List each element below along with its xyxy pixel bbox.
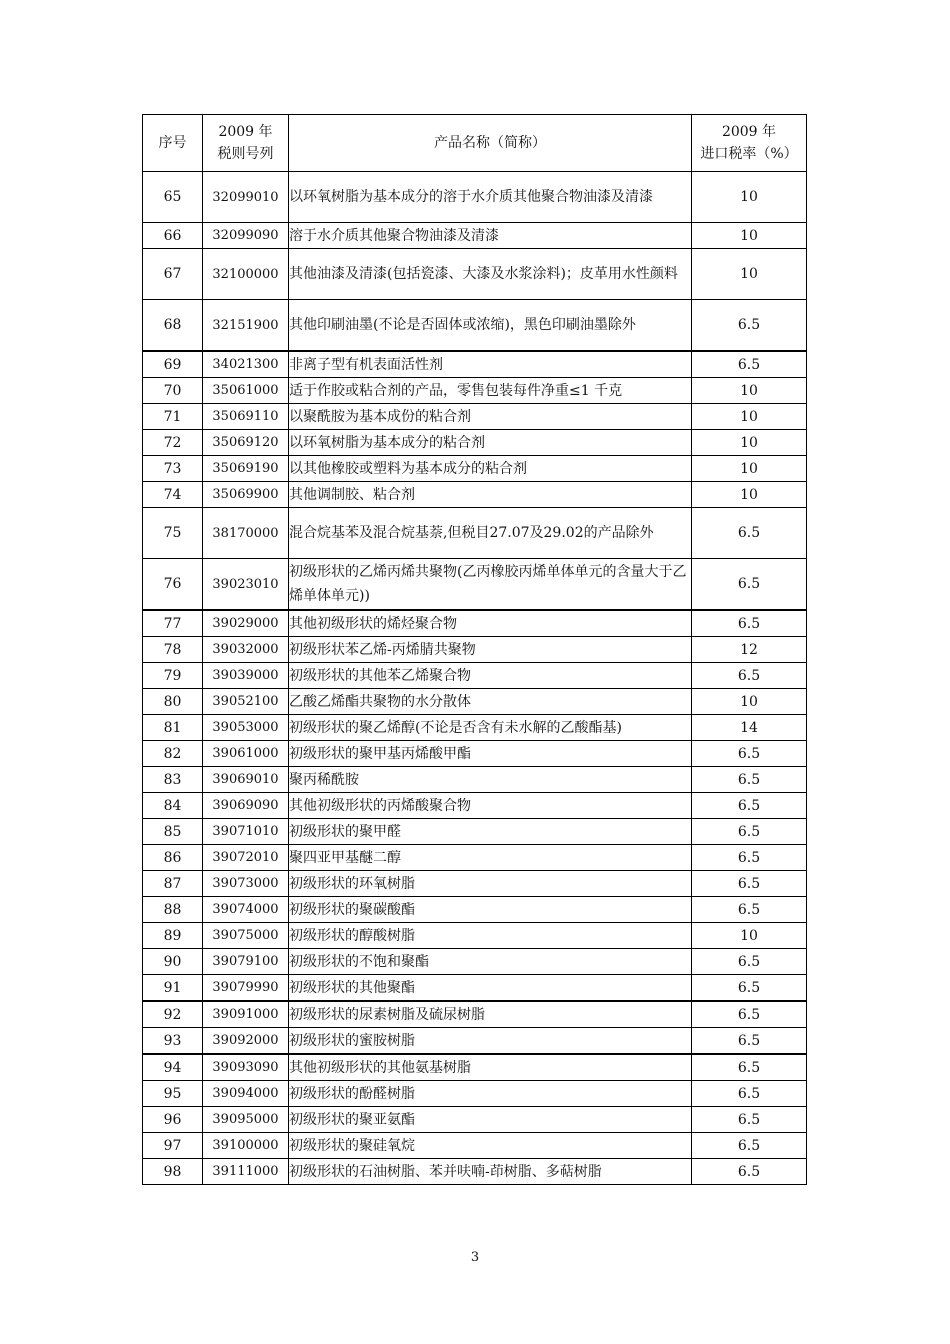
- row-tariff-code: 39093090: [203, 1054, 289, 1081]
- row-product-name: 初级形状的尿素树脂及硫尿树脂: [289, 1001, 692, 1028]
- row-seq: 82: [143, 741, 203, 767]
- row-tariff-code: 35061000: [203, 378, 289, 404]
- row-product-name: 聚四亚甲基醚二醇: [289, 845, 692, 871]
- row-product-name: 初级形状的聚硅氧烷: [289, 1133, 692, 1159]
- table-row: [143, 975, 807, 1002]
- table-row: [143, 378, 807, 404]
- row-import-rate: 6.5: [692, 897, 807, 923]
- row-product-name: 初级形状的乙烯丙烯共聚物(乙丙橡胶丙烯单体单元的含量大于乙烯单体单元)): [289, 559, 692, 611]
- table-row: [143, 610, 807, 637]
- row-seq: 89: [143, 923, 203, 949]
- row-import-rate: 6.5: [692, 1001, 807, 1028]
- table-row: [143, 845, 807, 871]
- header-code: [203, 115, 289, 172]
- row-seq: 84: [143, 793, 203, 819]
- row-tariff-code: 39029000: [203, 610, 289, 637]
- row-seq: 73: [143, 456, 203, 482]
- table-row: [143, 715, 807, 741]
- row-seq: 77: [143, 610, 203, 637]
- row-tariff-code: 34021300: [203, 351, 289, 378]
- table-row: [143, 819, 807, 845]
- row-product-name: 初级形状的石油树脂、苯并呋喃-茚树脂、多萜树脂: [289, 1159, 692, 1185]
- table-row: [143, 351, 807, 378]
- row-import-rate: 6.5: [692, 351, 807, 378]
- row-import-rate: 6.5: [692, 741, 807, 767]
- table-row: [143, 508, 807, 559]
- row-seq: 76: [143, 559, 203, 611]
- row-import-rate: 6.5: [692, 767, 807, 793]
- row-seq: 68: [143, 300, 203, 352]
- row-tariff-code: 39091000: [203, 1001, 289, 1028]
- table-row: [143, 741, 807, 767]
- row-tariff-code: 39073000: [203, 871, 289, 897]
- table-row: [143, 1001, 807, 1028]
- table-body: [143, 172, 807, 1185]
- row-seq: 80: [143, 689, 203, 715]
- row-import-rate: 6.5: [692, 508, 807, 559]
- row-seq: 97: [143, 1133, 203, 1159]
- row-seq: 98: [143, 1159, 203, 1185]
- row-tariff-code: 39069010: [203, 767, 289, 793]
- row-product-name: 以环氧树脂为基本成分的溶于水介质其他聚合物油漆及清漆: [289, 172, 692, 223]
- row-tariff-code: 32099090: [203, 223, 289, 249]
- row-product-name: 初级形状苯乙烯-丙烯腈共聚物: [289, 637, 692, 663]
- row-seq: 91: [143, 975, 203, 1002]
- row-import-rate: 6.5: [692, 845, 807, 871]
- row-tariff-code: 39032000: [203, 637, 289, 663]
- header-rate: [692, 115, 807, 172]
- row-product-name: 溶于水介质其他聚合物油漆及清漆: [289, 223, 692, 249]
- row-import-rate: 10: [692, 249, 807, 300]
- table-row: [143, 689, 807, 715]
- row-import-rate: 14: [692, 715, 807, 741]
- row-seq: 81: [143, 715, 203, 741]
- row-product-name: 以其他橡胶或塑料为基本成分的粘合剂: [289, 456, 692, 482]
- row-import-rate: 6.5: [692, 1133, 807, 1159]
- table-row: [143, 223, 807, 249]
- row-tariff-code: 39079990: [203, 975, 289, 1002]
- row-seq: 94: [143, 1054, 203, 1081]
- row-seq: 95: [143, 1081, 203, 1107]
- page-number: 3: [470, 1250, 480, 1265]
- row-seq: 79: [143, 663, 203, 689]
- row-import-rate: 6.5: [692, 1159, 807, 1185]
- row-import-rate: 6.5: [692, 871, 807, 897]
- row-product-name: 其他印刷油墨(不论是否固体或浓缩)，黑色印刷油墨除外: [289, 300, 692, 352]
- row-product-name: 其他调制胶、粘合剂: [289, 482, 692, 508]
- row-seq: 71: [143, 404, 203, 430]
- row-seq: 72: [143, 430, 203, 456]
- row-product-name: 其他初级形状的其他氨基树脂: [289, 1054, 692, 1081]
- row-tariff-code: 39052100: [203, 689, 289, 715]
- row-import-rate: 6.5: [692, 300, 807, 352]
- row-product-name: 混合烷基苯及混合烷基萘,但税目27.07及29.02的产品除外: [289, 508, 692, 559]
- row-import-rate: 6.5: [692, 1054, 807, 1081]
- row-product-name: 初级形状的蜜胺树脂: [289, 1028, 692, 1055]
- row-seq: 96: [143, 1107, 203, 1133]
- table-row: [143, 637, 807, 663]
- row-product-name: 初级形状的其他苯乙烯聚合物: [289, 663, 692, 689]
- row-import-rate: 12: [692, 637, 807, 663]
- row-seq: 70: [143, 378, 203, 404]
- row-import-rate: 10: [692, 689, 807, 715]
- row-product-name: 初级形状的聚亚氨酯: [289, 1107, 692, 1133]
- header-code-line2: 税则号列: [217, 146, 274, 162]
- row-import-rate: 10: [692, 378, 807, 404]
- table-row: [143, 793, 807, 819]
- table-row: [143, 897, 807, 923]
- table-row: [143, 249, 807, 300]
- row-product-name: 以聚酰胺为基本成份的粘合剂: [289, 404, 692, 430]
- table-row: [143, 767, 807, 793]
- tariff-table: [142, 114, 807, 1185]
- row-product-name: 初级形状的不饱和聚酯: [289, 949, 692, 975]
- row-seq: 90: [143, 949, 203, 975]
- row-import-rate: 6.5: [692, 1107, 807, 1133]
- row-import-rate: 6.5: [692, 819, 807, 845]
- header-seq: 序号: [143, 115, 203, 172]
- row-import-rate: 6.5: [692, 610, 807, 637]
- row-seq: 78: [143, 637, 203, 663]
- row-product-name: 初级形状的醇酸树脂: [289, 923, 692, 949]
- row-tariff-code: 39111000: [203, 1159, 289, 1185]
- row-import-rate: 6.5: [692, 949, 807, 975]
- row-tariff-code: 39095000: [203, 1107, 289, 1133]
- row-tariff-code: 39100000: [203, 1133, 289, 1159]
- table-row: [143, 1159, 807, 1185]
- row-product-name: 初级形状的酚醛树脂: [289, 1081, 692, 1107]
- row-import-rate: 10: [692, 404, 807, 430]
- row-import-rate: 6.5: [692, 663, 807, 689]
- table-row: [143, 871, 807, 897]
- row-seq: 75: [143, 508, 203, 559]
- row-seq: 92: [143, 1001, 203, 1028]
- row-product-name: 初级形状的聚甲基丙烯酸甲酯: [289, 741, 692, 767]
- row-tariff-code: 32099010: [203, 172, 289, 223]
- table-row: [143, 300, 807, 352]
- table-row: [143, 430, 807, 456]
- row-import-rate: 10: [692, 482, 807, 508]
- row-seq: 93: [143, 1028, 203, 1055]
- row-seq: 69: [143, 351, 203, 378]
- row-seq: 88: [143, 897, 203, 923]
- table-row: [143, 172, 807, 223]
- row-seq: 87: [143, 871, 203, 897]
- row-tariff-code: 32151900: [203, 300, 289, 352]
- header-code-line1: 2009 年: [218, 124, 273, 140]
- row-seq: 65: [143, 172, 203, 223]
- row-tariff-code: 39075000: [203, 923, 289, 949]
- row-import-rate: 6.5: [692, 975, 807, 1002]
- row-product-name: 适于作胶或粘合剂的产品，零售包装每件净重≤1 千克: [289, 378, 692, 404]
- row-product-name: 初级形状的聚乙烯醇(不论是否含有未水解的乙酸酯基): [289, 715, 692, 741]
- row-tariff-code: 39039000: [203, 663, 289, 689]
- row-import-rate: 6.5: [692, 559, 807, 611]
- row-seq: 86: [143, 845, 203, 871]
- row-product-name: 初级形状的聚甲醛: [289, 819, 692, 845]
- table-row: [143, 1133, 807, 1159]
- row-tariff-code: 39023010: [203, 559, 289, 611]
- row-product-name: 初级形状的聚碳酸酯: [289, 897, 692, 923]
- header-rate-line1: 2009 年: [721, 124, 777, 140]
- table-row: [143, 923, 807, 949]
- row-tariff-code: 39079100: [203, 949, 289, 975]
- row-tariff-code: 35069120: [203, 430, 289, 456]
- row-tariff-code: 39092000: [203, 1028, 289, 1055]
- row-import-rate: 10: [692, 172, 807, 223]
- row-product-name: 其他初级形状的烯烃聚合物: [289, 610, 692, 637]
- row-tariff-code: 39094000: [203, 1081, 289, 1107]
- row-product-name: 非离子型有机表面活性剂: [289, 351, 692, 378]
- table-row: [143, 663, 807, 689]
- row-seq: 66: [143, 223, 203, 249]
- table-row: [143, 404, 807, 430]
- table-row: [143, 1054, 807, 1081]
- table-row: [143, 1081, 807, 1107]
- row-import-rate: 10: [692, 923, 807, 949]
- table-header-row: [143, 115, 807, 172]
- row-seq: 67: [143, 249, 203, 300]
- row-product-name: 其他初级形状的丙烯酸聚合物: [289, 793, 692, 819]
- row-product-name: 以环氧树脂为基本成分的粘合剂: [289, 430, 692, 456]
- table-row: [143, 1107, 807, 1133]
- row-seq: 74: [143, 482, 203, 508]
- header-rate-line2: 进口税率（%）: [700, 146, 798, 162]
- row-tariff-code: 39072010: [203, 845, 289, 871]
- row-tariff-code: 35069190: [203, 456, 289, 482]
- row-import-rate: 6.5: [692, 793, 807, 819]
- row-product-name: 其他油漆及清漆(包括瓷漆、大漆及水浆涂料)；皮革用水性颜料: [289, 249, 692, 300]
- row-product-name: 乙酸乙烯酯共聚物的水分散体: [289, 689, 692, 715]
- row-tariff-code: 39061000: [203, 741, 289, 767]
- row-tariff-code: 32100000: [203, 249, 289, 300]
- row-tariff-code: 39053000: [203, 715, 289, 741]
- row-product-name: 初级形状的环氧树脂: [289, 871, 692, 897]
- header-name: 产品名称（简称）: [289, 115, 692, 172]
- row-import-rate: 10: [692, 223, 807, 249]
- row-tariff-code: 35069110: [203, 404, 289, 430]
- row-seq: 83: [143, 767, 203, 793]
- row-product-name: 初级形状的其他聚酯: [289, 975, 692, 1002]
- row-seq: 85: [143, 819, 203, 845]
- row-import-rate: 10: [692, 430, 807, 456]
- row-product-name: 聚丙稀酰胺: [289, 767, 692, 793]
- row-import-rate: 6.5: [692, 1081, 807, 1107]
- row-tariff-code: 35069900: [203, 482, 289, 508]
- row-import-rate: 10: [692, 456, 807, 482]
- table-row: [143, 1028, 807, 1055]
- table-row: [143, 482, 807, 508]
- row-tariff-code: 39069090: [203, 793, 289, 819]
- row-import-rate: 6.5: [692, 1028, 807, 1055]
- row-tariff-code: 39071010: [203, 819, 289, 845]
- table-row: [143, 456, 807, 482]
- table-row: [143, 949, 807, 975]
- row-tariff-code: 39074000: [203, 897, 289, 923]
- row-tariff-code: 38170000: [203, 508, 289, 559]
- table-row: [143, 559, 807, 611]
